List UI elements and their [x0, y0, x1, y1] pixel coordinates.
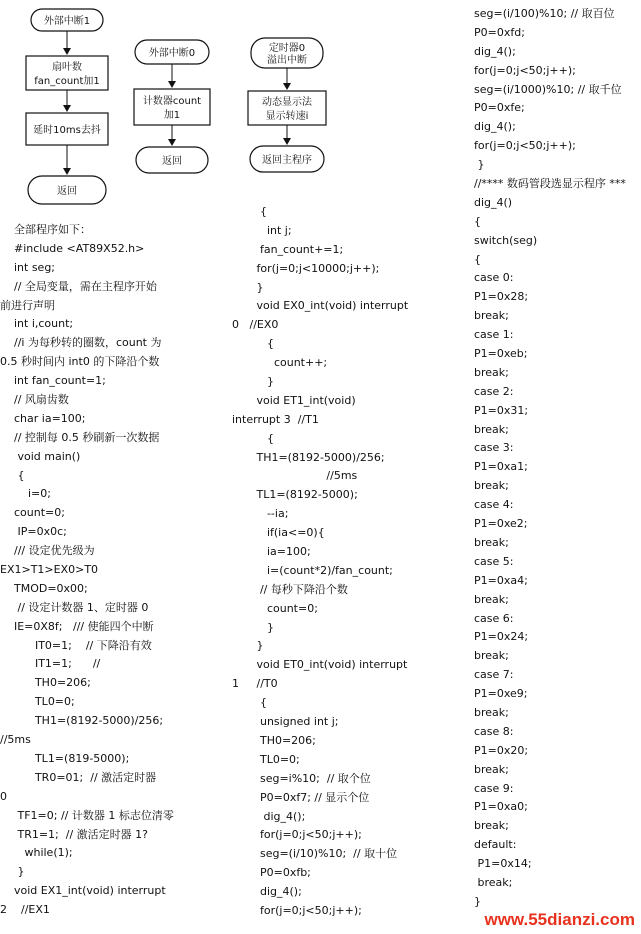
- code-line: //5ms: [0, 733, 31, 747]
- code-line: break;: [474, 705, 509, 719]
- code-line: IT0=1; // 下降沿有效: [0, 638, 152, 652]
- code-line: EX1>T1>EX0>T0: [0, 563, 99, 577]
- code-line: dig_4();: [474, 44, 516, 58]
- code-line: break;: [474, 422, 509, 436]
- code-line: P1=0xeb;: [474, 347, 528, 361]
- code-line: case 5:: [474, 554, 514, 568]
- code-line: TL0=0;: [0, 695, 75, 709]
- code-line: // 风扇齿数: [0, 393, 69, 407]
- code-line: int i,count;: [0, 317, 74, 331]
- code-line: P1=0xa4;: [474, 573, 528, 587]
- code-line: case 6:: [474, 611, 514, 625]
- code-line: case 1:: [474, 328, 514, 342]
- code-line: if(ia<=0){: [232, 526, 325, 540]
- ex1-start-label: 外部中断1: [43, 16, 91, 27]
- t0-start-label-a: 定时器0: [268, 43, 306, 54]
- code-line: TH0=206;: [0, 676, 91, 690]
- code-line: P1=0xe2;: [474, 517, 528, 531]
- ex0-end-label: 返回: [162, 156, 182, 167]
- code-line: IT1=1; //: [0, 657, 101, 671]
- code-line: int j;: [232, 223, 292, 237]
- code-line: for(j=0;j<50;j++);: [232, 828, 362, 842]
- ex0-step-label-a: 计数器count: [142, 96, 202, 107]
- code-line: count=0;: [232, 601, 318, 615]
- code-line: {: [232, 205, 267, 218]
- code-line: void main(): [0, 449, 81, 463]
- code-line: TMOD=0x00;: [0, 581, 88, 595]
- code-line: case 3:: [474, 441, 514, 455]
- code-line: 0: [0, 789, 7, 803]
- code-line: TH0=206;: [232, 733, 316, 747]
- ex1-step-fan-label-a: 扇叶数: [52, 62, 82, 73]
- code-line: for(j=0;j<50;j++);: [474, 63, 576, 77]
- code-line: dig_4(): [474, 195, 513, 209]
- code-line: }: [232, 280, 264, 294]
- code-line: IE=0X8f; /// 使能四个中断: [0, 619, 154, 633]
- code-line: {: [232, 431, 274, 445]
- code-line: switch(seg): [474, 233, 538, 247]
- code-line: void EX0_int(void) interrupt: [232, 299, 409, 313]
- t0-step-label-b: 显示转速i: [265, 111, 309, 122]
- code-line: P0=0xf7; // 显示个位: [232, 790, 370, 804]
- code-line: 2 //EX1: [0, 903, 50, 917]
- ex1-end-label: 返回: [57, 186, 77, 197]
- code-line: //5ms: [232, 469, 358, 483]
- code-line: case 7:: [474, 668, 514, 682]
- code-line: for(j=0;j<50;j++);: [232, 903, 362, 917]
- code-line: char ia=100;: [0, 411, 86, 425]
- ex1-step-fan-label-b: fan_count加1: [34, 76, 100, 87]
- code-line: break;: [474, 649, 509, 663]
- code-line: TL0=0;: [232, 752, 300, 766]
- code-line: // 每秒下降沿个数: [232, 582, 348, 596]
- code-line: P1=0xe9;: [474, 687, 528, 701]
- code-line: break;: [474, 309, 509, 323]
- code-line: P1=0x14;: [474, 857, 532, 871]
- code-line: P1=0x24;: [474, 630, 529, 644]
- t0-step-label-a: 动态显示法: [262, 97, 312, 108]
- code-line: }: [474, 894, 481, 908]
- code-line: // 全局变量，需在主程序开始: [0, 279, 157, 293]
- code-line: break;: [474, 535, 509, 549]
- code-line: for(j=0;j<50;j++);: [474, 139, 576, 153]
- code-line: count=0;: [0, 506, 65, 520]
- code-line: }: [232, 375, 274, 389]
- code-column-3: [474, 5, 641, 912]
- code-line: }: [232, 639, 264, 653]
- code-line: // 设定计数器 1、定时器 0: [0, 600, 149, 614]
- code-line: case 2:: [474, 384, 514, 398]
- code-line: seg=(i/1000)%10; // 取千位: [474, 82, 622, 96]
- code-line: break;: [474, 479, 509, 493]
- code-line: }: [474, 158, 485, 172]
- code-line: break;: [474, 592, 509, 606]
- code-line: P0=0xfb;: [232, 866, 311, 880]
- code-line: break;: [474, 762, 509, 776]
- code-line: 前进行声明: [0, 298, 55, 312]
- code-line: seg=(i/10)%10; // 取十位: [232, 847, 398, 861]
- code-line: void ET0_int(void) interrupt: [232, 658, 408, 672]
- code-line: int seg;: [0, 260, 56, 274]
- t0-start-label-b: 溢出中断: [267, 55, 307, 66]
- code-line: P0=0xfd;: [474, 25, 525, 39]
- code-line: P0=0xfe;: [474, 101, 525, 115]
- code-line: for(j=0;j<10000;j++);: [232, 261, 380, 275]
- code-line: 0 //EX0: [232, 318, 279, 332]
- code-line: seg=(i/100)%10; // 取百位: [474, 7, 615, 20]
- code-line: P1=0x28;: [474, 290, 529, 304]
- code-line: 全部程序如下：: [0, 223, 91, 236]
- flowchart-external-interrupt-1: [26, 9, 108, 204]
- code-line: break;: [474, 365, 509, 379]
- code-line: }: [0, 865, 25, 879]
- site-watermark: www.55dianzi.com: [484, 910, 635, 929]
- code-line: {: [474, 252, 481, 266]
- code-column-1: [0, 221, 226, 920]
- code-line: break;: [474, 875, 513, 889]
- code-line: dig_4();: [232, 885, 302, 899]
- code-line: 0.5 秒时间内 int0 的下降沿个数: [0, 355, 160, 369]
- code-line: //i 为每秒转的圈数，count 为: [0, 336, 162, 350]
- code-line: IP=0x0c;: [0, 525, 67, 539]
- ex0-start-label: 外部中断0: [148, 48, 196, 59]
- code-line: P1=0x31;: [474, 403, 529, 417]
- code-line: /// 设定优先级为: [0, 544, 95, 558]
- code-line: case 8:: [474, 724, 514, 738]
- code-line: dig_4();: [232, 809, 306, 823]
- code-line: int fan_count=1;: [0, 374, 106, 388]
- code-line: P1=0xa0;: [474, 800, 528, 814]
- code-line: P1=0x20;: [474, 743, 529, 757]
- ex0-step-label-b: 加1: [163, 110, 181, 121]
- code-line: TH1=(8192-5000)/256;: [232, 450, 385, 464]
- flowchart-timer-0-overflow: [248, 38, 326, 172]
- code-line: {: [232, 696, 267, 710]
- code-line: {: [0, 468, 25, 482]
- code-line: interrupt 3 //T1: [232, 412, 319, 426]
- code-line: count++;: [232, 356, 328, 370]
- code-line: seg=i%10; // 取个位: [232, 771, 371, 785]
- code-line: TR0=01; // 激活定时器: [0, 770, 157, 784]
- code-line: TL1=(8192-5000);: [232, 488, 358, 502]
- code-line: TF1=0; // 计数器 1 标志位清零: [0, 808, 174, 822]
- code-line: //**** 数码管段选显示程序 ***: [474, 177, 626, 191]
- code-line: case 9:: [474, 781, 514, 795]
- code-line: // 控制每 0.5 秒刷新一次数据: [0, 430, 160, 444]
- code-line: {: [474, 214, 481, 228]
- code-line: case 0:: [474, 271, 514, 285]
- code-line: void ET1_int(void): [232, 393, 356, 407]
- code-line: i=0;: [0, 487, 51, 501]
- code-line: P1=0xa1;: [474, 460, 528, 474]
- code-line: ia=100;: [232, 545, 311, 559]
- code-line: }: [232, 620, 274, 634]
- code-line: #include <AT89X52.h>: [0, 241, 145, 255]
- t0-end-label: 返回主程序: [262, 155, 312, 166]
- code-line: 1 //T0: [232, 677, 278, 691]
- code-line: --ia;: [232, 507, 289, 521]
- code-line: dig_4();: [474, 120, 516, 134]
- code-line: TR1=1; // 激活定时器 1?: [0, 827, 149, 841]
- code-column-2: [232, 203, 468, 921]
- code-line: break;: [474, 819, 509, 833]
- flowcharts: [0, 0, 470, 210]
- code-line: case 4:: [474, 498, 514, 512]
- code-line: while(1);: [0, 846, 73, 860]
- flowchart-external-interrupt-0: [134, 40, 210, 173]
- code-line: TL1=(819-5000);: [0, 751, 130, 765]
- code-line: {: [232, 337, 274, 351]
- ex1-step-delay-label: 延时10ms去抖: [33, 125, 101, 136]
- code-line: TH1=(8192-5000)/256;: [0, 714, 164, 728]
- code-line: unsigned int j;: [232, 715, 339, 729]
- code-line: default:: [474, 838, 517, 852]
- code-line: fan_count+=1;: [232, 242, 344, 256]
- code-line: void EX1_int(void) interrupt: [0, 884, 166, 898]
- code-line: i=(count*2)/fan_count;: [232, 563, 393, 577]
